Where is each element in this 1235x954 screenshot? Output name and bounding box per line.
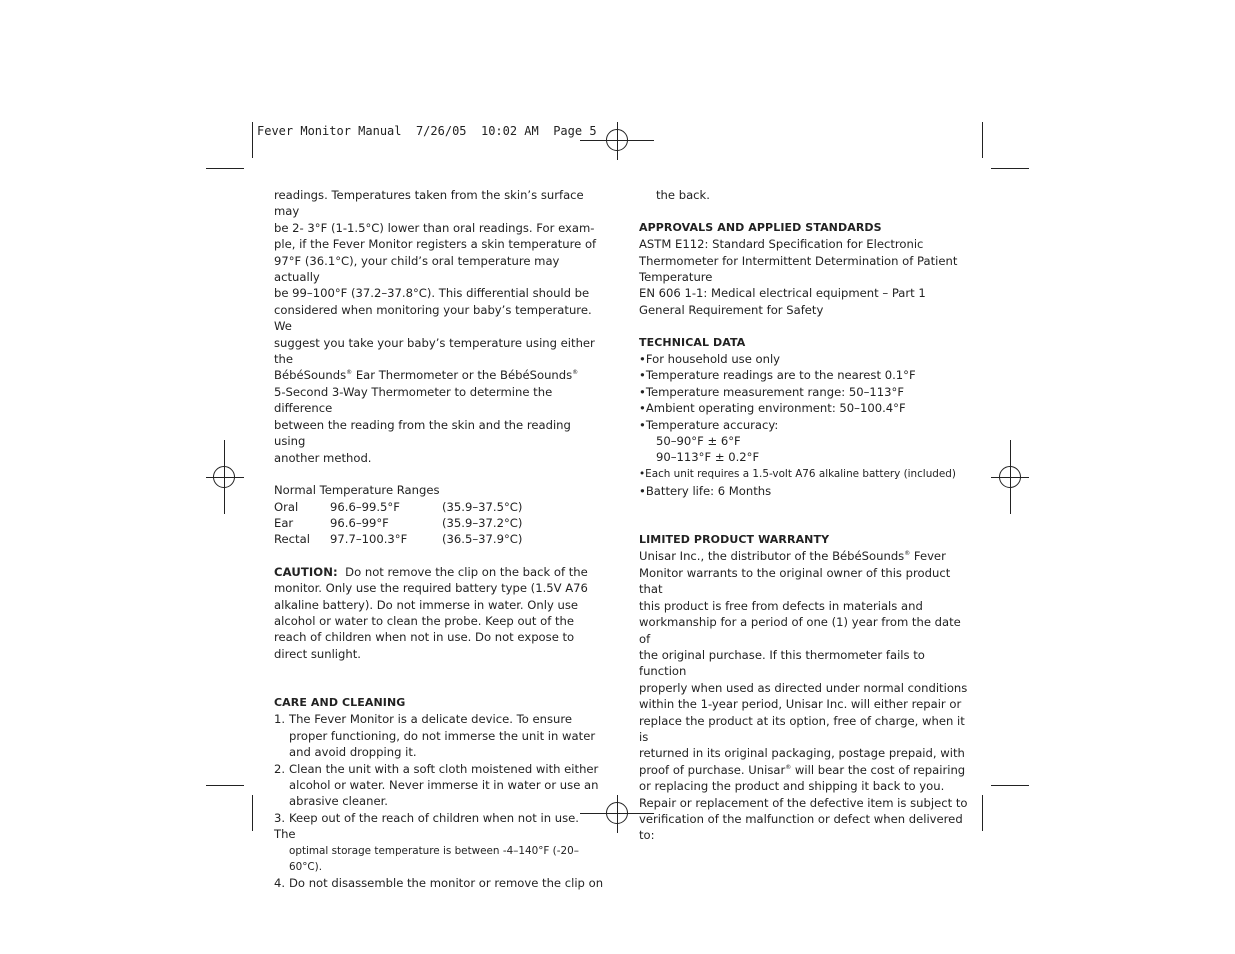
text-line: alkaline battery). Do not immerse in water. Only use	[274, 597, 579, 612]
text-span: Fever	[910, 549, 946, 564]
text-span: Unisar Inc., the distributor of the BébéSounds	[639, 549, 905, 564]
text-line: ple, if the Fever Monitor registers a skin temperature of	[274, 237, 597, 252]
text-line: replace the product at its option, free of charge, when it is	[639, 713, 965, 744]
registered-mark: ®	[904, 550, 911, 558]
crop-mark-bottom-left-h	[206, 785, 244, 786]
text-span: Do not disassemble the monitor or remove the clip on	[289, 876, 604, 891]
crop-mark-top-left-v	[252, 122, 253, 158]
text-line: this product is free from defects in materials and	[639, 598, 923, 613]
text-line: workmanship for a period of one (1) year from the date of	[639, 615, 961, 646]
range-fahrenheit: 96.6–99.5°F	[330, 499, 400, 514]
list-number: 3.	[274, 810, 286, 825]
text-line: alcohol or water. Never immerse it in water or use an	[289, 777, 599, 792]
text-line: reach of children when not in use. Do not expose to	[274, 630, 575, 645]
text-line: and avoid dropping it.	[289, 745, 417, 760]
range-site: Ear	[274, 515, 294, 530]
list-item	[274, 761, 604, 777]
text-line: Monitor warrants to the original owner of this product that	[639, 565, 951, 597]
skin-reading-paragraph	[274, 187, 604, 466]
text-line: another method.	[274, 450, 372, 465]
text-line: between the reading from the skin and the reading using	[274, 417, 571, 449]
table-row	[274, 531, 522, 547]
list-item: • Temperature readings are to the nearest 0.1°F	[639, 367, 969, 383]
text-line: monitor. Only use the required battery type (1.5V A76	[274, 581, 588, 596]
crop-mark-top-right-v	[982, 122, 983, 158]
text-line: be 99–100°F (37.2–37.8°C). This differential should be	[274, 286, 590, 301]
text-span: will bear the cost of repairing	[791, 762, 966, 777]
care-heading: CARE AND CLEANING	[274, 695, 406, 709]
warranty-heading: LIMITED PRODUCT WARRANTY	[639, 533, 830, 547]
text-span: Do not remove the clip on the back of the	[337, 564, 588, 579]
list-number: 4.	[274, 876, 286, 891]
text-line: 90–113°F ± 0.2°F	[656, 450, 760, 465]
text-span: Clean the unit with a soft cloth moistened with either	[289, 761, 599, 776]
list-item: • Temperature measurement range: 50–113°F	[639, 384, 969, 400]
care-list	[274, 711, 604, 891]
ranges-title: Normal Temperature Ranges	[274, 483, 440, 498]
text-line: abrasive cleaner.	[289, 794, 388, 809]
text-line: Repair or replacement of the defective item is subject to	[639, 795, 968, 810]
right-column	[639, 187, 969, 844]
range-celsius: (35.9–37.2°C)	[442, 515, 523, 530]
range-celsius: (35.9–37.5°C)	[442, 499, 523, 514]
text-line: General Requirement for Safety	[639, 302, 824, 317]
text-span: Ear Thermometer or the BébéSounds	[352, 368, 573, 383]
list-item: • Ambient operating environment: 50–100.4°F	[639, 400, 969, 416]
registered-mark: ®	[785, 763, 792, 771]
registered-mark: ®	[572, 369, 579, 377]
text-line: considered when monitoring your baby’s temperature. We	[274, 302, 592, 334]
range-fahrenheit: 96.6–99°F	[330, 515, 389, 530]
text-span: proof of purchase. Unisar	[639, 762, 786, 777]
brand-name: BébéSounds	[274, 368, 347, 383]
list-item: • Temperature accuracy:	[639, 417, 969, 433]
text-line: suggest you take your baby’s temperature using either the	[274, 335, 595, 367]
table-row	[274, 499, 522, 515]
caution-label: CAUTION:	[274, 564, 338, 579]
list-item	[274, 875, 604, 891]
text-line: the back.	[656, 188, 710, 202]
text-line	[639, 762, 969, 778]
text-line: Temperature	[639, 270, 713, 285]
text-line: proper functioning, do not immerse the unit in water	[289, 728, 596, 743]
text-line: EN 606 1-1: Medical electrical equipment – Part 1	[639, 286, 926, 301]
text-line: Thermometer for Intermittent Determination of Patient	[639, 253, 958, 268]
text-span: The Fever Monitor is a delicate device. To ensure	[289, 712, 572, 727]
text-line: readings. Temperatures taken from the skin’s surface may	[274, 188, 584, 219]
text-line: ASTM E112: Standard Specification for Electronic	[639, 237, 924, 252]
text-line: verification of the malfunction or defect when delivered to:	[639, 811, 963, 843]
crop-mark-bottom-left-v	[252, 795, 253, 831]
crop-mark-top-left-h	[206, 168, 244, 169]
list-number: 1.	[274, 712, 286, 727]
text-line: the original purchase. If this thermometer fails to function	[639, 647, 925, 679]
list-item: • Each unit requires a 1.5-volt A76 alkaline battery (included)	[639, 466, 969, 483]
approvals-heading: APPROVALS AND APPLIED STANDARDS	[639, 220, 882, 234]
text-line	[274, 564, 604, 580]
text-line	[639, 548, 969, 564]
text-line: alcohol or water to clean the probe. Keep out of the	[274, 613, 575, 628]
table-row	[274, 515, 522, 531]
registered-mark: ®	[346, 369, 353, 377]
text-line: 50–90°F ± 6°F	[656, 434, 741, 449]
range-site: Oral	[274, 499, 299, 514]
list-number: 2.	[274, 761, 286, 776]
caution-paragraph	[274, 564, 604, 662]
text-line: within the 1-year period, Unisar Inc. will either repair or	[639, 697, 962, 712]
list-item: • Battery life: 6 Months	[639, 483, 969, 499]
text-line: returned in its original packaging, postage prepaid, with	[639, 746, 965, 761]
list-item	[274, 810, 604, 843]
crop-mark-top-right-h	[991, 168, 1029, 169]
text-line: direct sunlight.	[274, 646, 361, 661]
range-celsius: (36.5–37.9°C)	[442, 532, 523, 547]
crop-mark-bottom-right-v	[982, 795, 983, 831]
text-line: 97°F (36.1°C), your child’s oral temperature may actually	[274, 253, 560, 285]
warranty-paragraph	[639, 548, 969, 843]
list-item	[274, 711, 604, 727]
print-slug: Fever Monitor Manual 7/26/05 10:02 AM Page 5	[257, 124, 597, 138]
temperature-ranges-table	[274, 499, 522, 548]
technical-heading: TECHNICAL DATA	[639, 335, 746, 349]
text-line: 5-Second 3-Way Thermometer to determine the difference	[274, 384, 553, 416]
text-span: Keep out of the reach of children when not in use. The	[274, 810, 579, 842]
text-line: optimal storage temperature is between -4–140°F (-20–60°C).	[289, 844, 579, 873]
left-column	[274, 187, 604, 892]
text-line	[274, 367, 604, 383]
range-fahrenheit: 97.7–100.3°F	[330, 532, 408, 547]
range-site: Rectal	[274, 532, 310, 547]
list-item: • For household use only	[639, 351, 969, 367]
text-line: or replacing the product and shipping it back to you.	[639, 779, 945, 794]
crop-mark-bottom-right-h	[991, 785, 1029, 786]
text-line: properly when used as directed under normal conditions	[639, 680, 968, 695]
text-line: be 2- 3°F (1-1.5°C) lower than oral readings. For exam-	[274, 220, 595, 235]
